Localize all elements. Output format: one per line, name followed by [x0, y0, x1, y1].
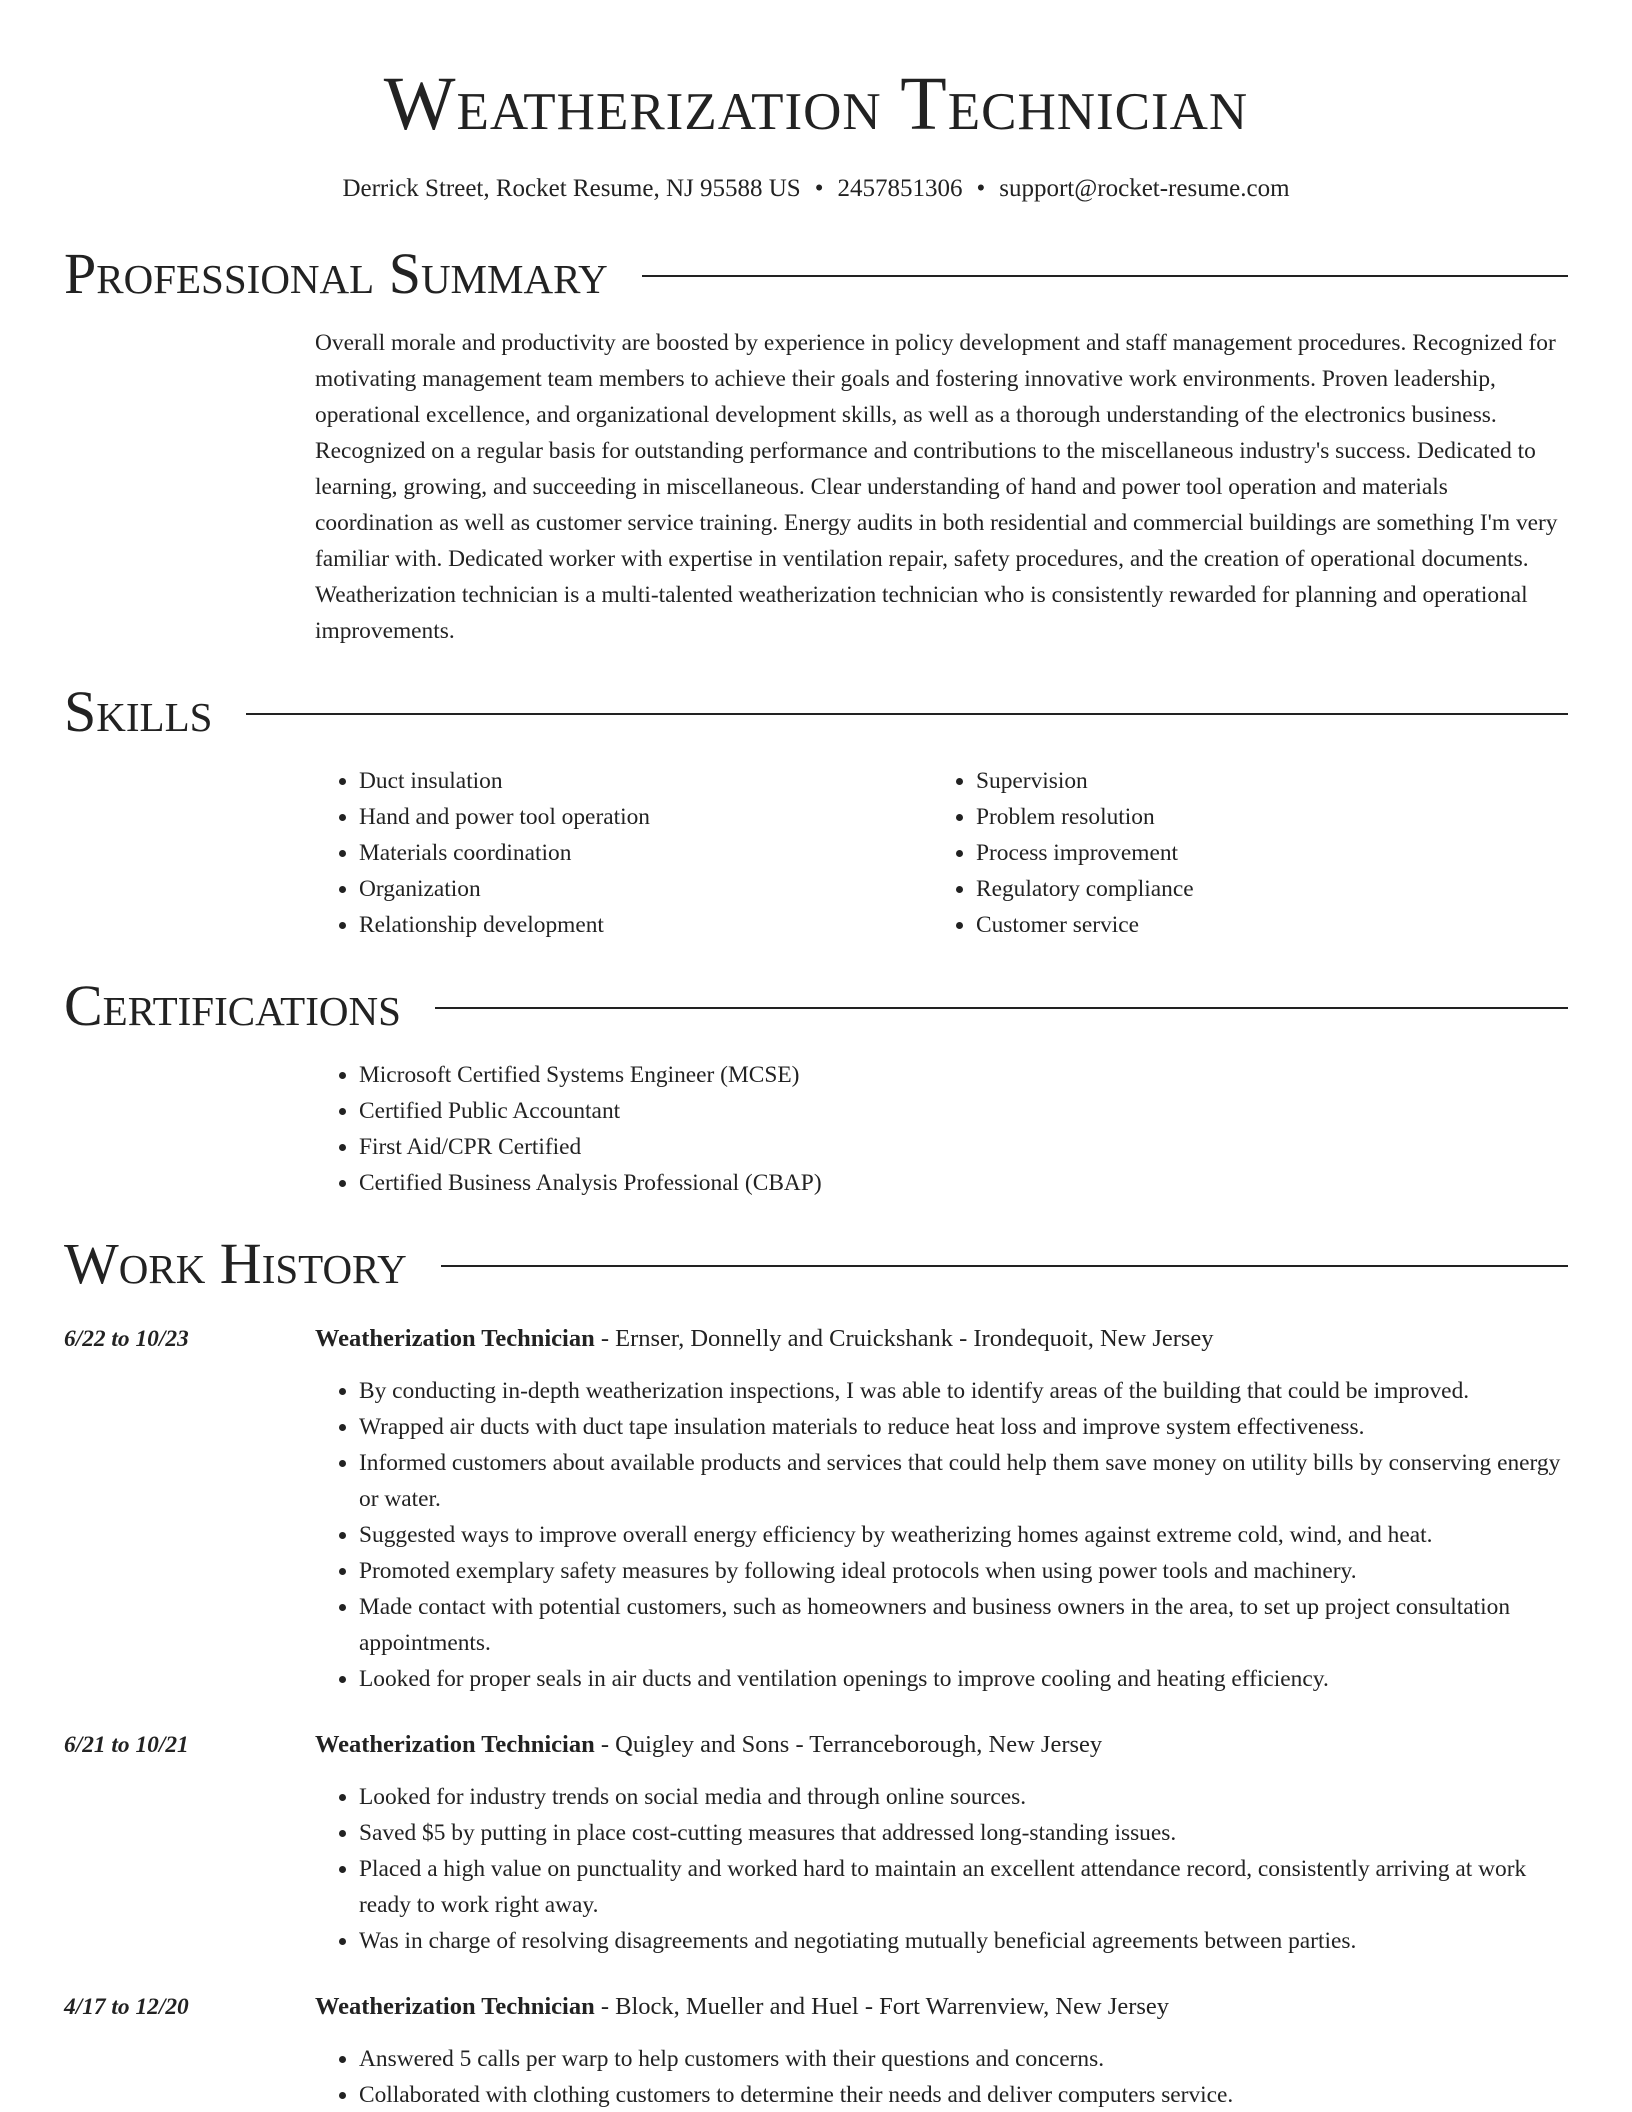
certifications-section-header: [64, 973, 1568, 1038]
job-heading: [315, 1989, 1568, 2025]
work-heading: Work History: [64, 1231, 407, 1296]
certifications-list: [315, 1057, 1568, 1201]
section-divider: [642, 275, 1568, 277]
summary-text: Overall morale and productivity are boosted by experience in policy development and staff management procedures. Recognized for motivating management team members to achieve their goals and fostering innovative work environments. Proven leadership, operational excellence, and organizational development skills, as well as a thorough understanding of the electronics business. Recognized on a regular basis for outstanding performance and contributions to the miscellaneous industry's success. Dedicated to learning, growing, and succeeding in miscellaneous. Clear understanding of hand and power tool operation and materials coordination as well as customer service training. Energy audits in both residential and commercial buildings are something I'm very familiar with. Dedicated worker with expertise in ventilation repair, safety procedures, and the creation of operational documents. Weatherization technician is a multi-talented weatherization technician who is consistently rewarded for planning and operational improvements.: [315, 330, 1558, 644]
job-company-location: - Block, Mueller and Huel - Fort Warrenview, New Jersey: [594, 1993, 1170, 2020]
skill-item: • Hand and power tool operation: [359, 799, 932, 835]
skills-heading: Skills: [64, 679, 213, 744]
section-divider: [441, 1265, 1568, 1267]
skill-item: • Organization: [359, 871, 932, 907]
job-heading: [315, 1727, 1568, 1763]
job-details: [315, 1989, 1568, 2112]
job-bullet: • Collaborated with clothing customers to determine their needs and deliver computers service.: [359, 2077, 1568, 2112]
contact-email: support@rocket-resume.com: [999, 175, 1290, 202]
job-entry: [64, 1727, 1568, 1959]
job-details: [315, 1321, 1568, 1697]
skill-item: • Customer service: [976, 907, 1549, 943]
job-bullet: • Saved $5 by putting in place cost-cutting measures that addressed long-standing issues.: [359, 1815, 1568, 1851]
work-section-header: [64, 1231, 1568, 1296]
certification-item: • Certified Public Accountant: [359, 1093, 1568, 1129]
certification-item: • Certified Business Analysis Professional (CBAP): [359, 1165, 1568, 1201]
skill-item: • Process improvement: [976, 835, 1549, 871]
job-company-location: - Quigley and Sons - Terranceborough, New Jersey: [594, 1731, 1103, 1758]
skill-item: • Relationship development: [359, 907, 932, 943]
skills-right-column: [932, 763, 1549, 943]
job-bullets: [315, 2041, 1568, 2112]
certification-item: • Microsoft Certified Systems Engineer (MCSE): [359, 1057, 1568, 1093]
work-history-list: [64, 1321, 1568, 2112]
job-title: Weatherization Technician: [315, 1325, 595, 1352]
contact-separator: •: [814, 175, 824, 202]
job-company-location: - Ernser, Donnelly and Cruickshank - Irondequoit, New Jersey: [594, 1325, 1214, 1352]
job-bullet: • Placed a high value on punctuality and worked hard to maintain an excellent attendance record, consistently arriving at work ready to work right away.: [359, 1851, 1568, 1923]
job-dates: 6/22 to 10/23: [64, 1326, 189, 1352]
job-bullets: [315, 1779, 1568, 1959]
skill-item: • Regulatory compliance: [976, 871, 1549, 907]
job-entry: [64, 1321, 1568, 1697]
job-heading: [315, 1321, 1568, 1357]
contact-address: Derrick Street, Rocket Resume, NJ 95588 US: [342, 175, 801, 202]
job-title: Weatherization Technician: [315, 1993, 595, 2020]
contact-separator: •: [976, 175, 986, 202]
job-details: [315, 1727, 1568, 1959]
job-bullet: • Looked for proper seals in air ducts and ventilation openings to improve cooling and heating efficiency.: [359, 1661, 1568, 1697]
skills-list: [315, 763, 1568, 943]
skills-section-header: [64, 679, 1568, 744]
summary-heading: Professional Summary: [64, 241, 608, 306]
skills-left-column: [315, 763, 932, 943]
job-bullets: [315, 1373, 1568, 1697]
summary-section-header: [64, 241, 1568, 306]
section-divider: [246, 713, 1568, 715]
job-dates: 4/17 to 12/20: [64, 1994, 189, 2020]
job-bullet: • Made contact with potential customers, such as homeowners and business owners in the area, to set up project consultation appointments.: [359, 1589, 1568, 1661]
job-bullet: • Suggested ways to improve overall energy efficiency by weatherizing homes against extreme cold, wind, and heat.: [359, 1517, 1568, 1553]
skill-item: • Materials coordination: [359, 835, 932, 871]
job-bullet: • Wrapped air ducts with duct tape insulation materials to reduce heat loss and improve system effectiveness.: [359, 1409, 1568, 1445]
job-bullet: • Informed customers about available products and services that could help them save money on utility bills by conserving energy or water.: [359, 1445, 1568, 1517]
job-title: Weatherization Technician: [315, 1731, 595, 1758]
job-bullet: • Looked for industry trends on social media and through online sources.: [359, 1779, 1568, 1815]
skill-item: • Problem resolution: [976, 799, 1549, 835]
resume-title: Weatherization Technician: [383, 62, 1249, 146]
section-divider: [435, 1007, 1568, 1009]
skill-item: • Supervision: [976, 763, 1549, 799]
contact-phone: 2457851306: [837, 175, 963, 202]
job-dates: 6/21 to 10/21: [64, 1732, 189, 1758]
job-bullet: • By conducting in-depth weatherization inspections, I was able to identify areas of the building that could be improved.: [359, 1373, 1568, 1409]
job-bullet: • Answered 5 calls per warp to help customers with their questions and concerns.: [359, 2041, 1568, 2077]
contact-line: [64, 175, 1568, 203]
job-bullet: • Promoted exemplary safety measures by following ideal protocols when using power tools and machinery.: [359, 1553, 1568, 1589]
job-entry: [64, 1989, 1568, 2112]
certification-item: • First Aid/CPR Certified: [359, 1129, 1568, 1165]
skill-item: • Duct insulation: [359, 763, 932, 799]
job-bullet: • Was in charge of resolving disagreements and negotiating mutually beneficial agreements between parties.: [359, 1923, 1568, 1959]
certifications-heading: Certifications: [64, 973, 401, 1038]
